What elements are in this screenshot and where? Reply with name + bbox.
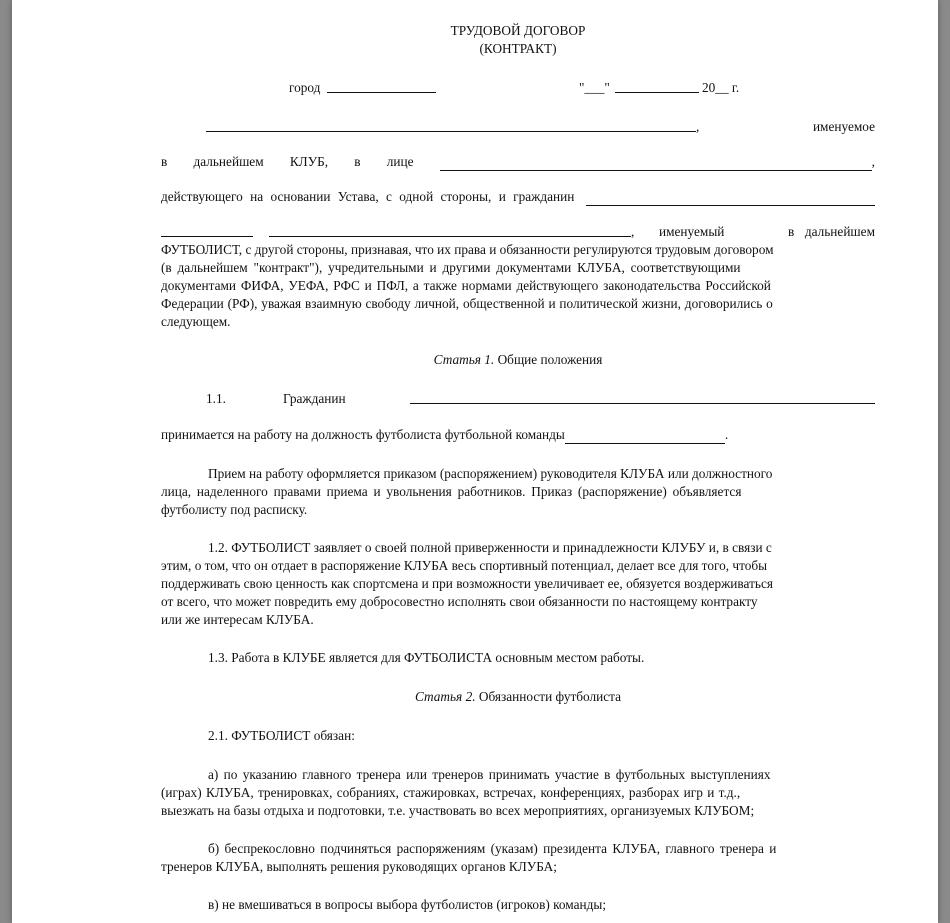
team-blank — [565, 430, 725, 444]
named-right: именуемое — [812, 119, 875, 134]
word: дальнейшем — [804, 224, 875, 239]
hire-para-line: Прием на работу оформляется приказом (распоряжением) руководителя КЛУБА или должностного — [208, 466, 773, 481]
intro-line-3 — [161, 188, 875, 206]
s21-line: 2.1. ФУТБОЛИСТ обязан: — [208, 728, 355, 743]
date-quote: "___" — [579, 80, 610, 95]
hire-para-line: футболисту под расписку. — [161, 502, 308, 517]
item-a-line: а) по указанию главного тренера или тренеров принимать участие в футбольных выступлениях — [208, 767, 771, 782]
word: КЛУБ, — [289, 154, 329, 169]
s12-para-line: или же интересам КЛУБА. — [161, 612, 314, 627]
word: в — [354, 154, 361, 169]
city-blank — [327, 79, 436, 93]
month-blank — [615, 79, 699, 93]
item-v-line: в) не вмешиваться в вопросы выбора футболистов (игроков) команды; — [208, 897, 607, 912]
intro-para-line: Федерации (РФ), уважая взаимную свободу личной, общественной и политической жизни, договорились о — [161, 296, 773, 311]
s13-line: 1.3. Работа в КЛУБЕ является для ФУТБОЛИСТА основным местом работы. — [208, 650, 645, 665]
document-page: ТРУДОВОЙ ДОГОВОР (КОНТРАКТ) город "___" 20__ г. , именуемое в дальнейшем КЛУБ, в лице , действующего на основании Устава, с одной стороны, и гражданин , именуемый в дальнейшем ФУТБОЛИСТ, с другой стороны, признавая, что их права и обязанности регулируются трудовым договором (в дальнейшем "контракт"), учредительными и другими документами КЛУБА, соответствующими документами ФИФА, УЕФА, РФС и ПФЛ, а также нормами действующего законодательства Российской Федерации (РФ), уважая взаимную свободу личной, общественной и политической жизни, договорились о следующем. Статья 1. Общие положения 1.1. Гражданин принимается на работу на должность футболиста футбольной команды . Прием на работу оформляется приказом (распоряжением) руководителя КЛУБА или должностного лица, наделенного правами приема и увольнения работников. Приказ (распоряжение) объявляется футболисту под расписку. 1.2. ФУТБОЛИСТ заявляет о своей полной приверженности и принадлежности КЛУБУ и, в связи с этим, о том, что он отдает в распоряжение КЛУБА весь спортивный потенциал, делает все для того, чтобы поддерживать свою ценность как спортсмена и при возможности увеличивает ее, обязуется воздерживаться от всего, что может повредить ему добросовестно исполнять свои обязанности по настоящему контракту или же интересам КЛУБА. 1.3. Работа в КЛУБЕ является для ФУТБОЛИСТА основным местом работы. Статья 2. Обязанности футболиста 2.1. ФУТБОЛИСТ обязан: а) по указанию главного тренера или тренеров принимать участие в футбольных выступлениях (играх) КЛУБА, тренировках, собраниях, стажировках, встречах, конференциях, разборах игр и т.д., выезжать на базы отдыха и подготовки, т.е. участвовать во всех мероприятиях, организуемых КЛУБОМ; б) беспрекословно подчиняться распоряжениям (указам) президента КЛУБА, главного тренера и тренеров КЛУБА, выполнять решения руководящих органов КЛУБА; в) не вмешиваться в вопросы выбора футболистов (игроков) команды; — [12, 0, 938, 923]
city-label: город — [289, 80, 321, 95]
section-number: 1.1. — [206, 391, 226, 406]
hire-para-line: лица, наделенного правами приема и увольнения работников. Приказ (распоряжение) объявляется — [161, 484, 742, 499]
item-a-line: (играх) КЛУБА, тренировках, собраниях, стажировках, встречах, конференциях, разборах игр и т.д., — [161, 785, 741, 800]
article-1-label: Статья 1. — [433, 352, 495, 367]
date-year: 20__ г. — [702, 80, 740, 95]
section-1-1-line-2: принимается на работу на должность футболиста футбольной команды . — [161, 427, 729, 442]
article-2-label: Статья 2. — [414, 689, 476, 704]
intro-para-line: (в дальнейшем "контракт"), учредительными и другими документами КЛУБА, соответствующими — [161, 260, 741, 275]
s12-para-line: от всего, что может повредить ему добросовестно исполнять свои обязанности по настоящему контракту — [161, 594, 758, 609]
item-a-line: выезжать на базы отдыха и подготовки, т.е. участвовать во всех мероприятиях, организуемых КЛУБОМ; — [161, 803, 755, 818]
intro-line-2: в дальнейшем КЛУБ, в лице , — [161, 154, 875, 169]
citizen-name-blank — [586, 192, 875, 206]
club-name-blank — [206, 118, 696, 132]
doc-subtitle: (КОНТРАКТ) — [479, 41, 557, 56]
article-2-heading — [161, 688, 875, 706]
intro-para-line: следующем. — [161, 314, 231, 329]
word: дальнейшем — [193, 154, 264, 169]
position-text: принимается на работу на должность футболиста футбольной команды — [161, 427, 565, 442]
s12-para-line: этим, о том, что он отдает в распоряжение КЛУБА весь спортивный потенциал, делает все для того, чтобы — [161, 558, 768, 573]
citizen-name-blank-2 — [161, 223, 253, 237]
article-1-title: Общие положения — [497, 352, 603, 367]
citizen-name-blank-3 — [269, 223, 631, 237]
article-1-heading — [161, 351, 875, 369]
doc-title: ТРУДОВОЙ ДОГОВОР — [450, 23, 586, 38]
item-b-line: тренеров КЛУБА, выполнять решения руководящих органов КЛУБА; — [161, 859, 557, 874]
word: именуемый — [659, 224, 725, 239]
citizen-word: Гражданин — [283, 391, 346, 406]
intro-text-3: действующего на основании Устава, с одной стороны, и гражданин — [161, 189, 575, 204]
word: в — [161, 154, 168, 169]
word: в — [788, 224, 795, 239]
word: лице — [386, 154, 414, 169]
intro-para-line: документами ФИФА, УЕФА, РФС и ПФЛ, а также нормами действующего законодательства Российской — [161, 278, 771, 293]
intro-para-line: ФУТБОЛИСТ, с другой стороны, признавая, что их права и обязанности регулируются трудовым договором — [161, 242, 774, 257]
s12-para-line: 1.2. ФУТБОЛИСТ заявляет о своей полной приверженности и принадлежности КЛУБУ и, в связи с — [208, 540, 772, 555]
item-b-line: б) беспрекословно подчиняться распоряжениям (указам) президента КЛУБА, главного тренера и — [208, 841, 777, 856]
representative-blank — [440, 157, 872, 171]
article-2-title: Обязанности футболиста — [478, 689, 622, 704]
citizen-blank — [410, 390, 875, 404]
s12-para-line: поддерживать свою ценность как спортсмена и при возможности увеличивает ее, обязуется воздерживаться — [161, 576, 773, 591]
